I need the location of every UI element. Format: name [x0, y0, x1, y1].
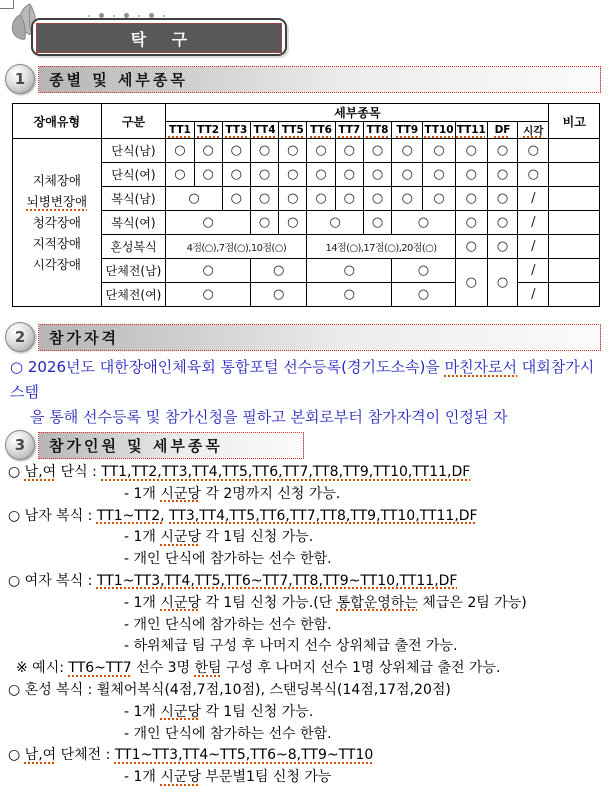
table-cell: ○: [423, 139, 455, 163]
text-line: [8, 405, 604, 430]
table-cell: [549, 259, 600, 283]
text-segment: - 1개: [124, 485, 161, 502]
disability-type: 지체장애: [32, 173, 82, 188]
text-segment: ○ 남자 복식 :: [8, 507, 97, 524]
text-line: [6, 702, 606, 724]
table-header-cell: [487, 122, 517, 139]
section-header-2: [5, 322, 601, 352]
text-line: [6, 636, 606, 658]
text-segment: - 개인 단식에 참가하는 선수 한함.: [124, 725, 332, 742]
table-header-cell: 구분: [101, 104, 166, 139]
text-segment: ○: [8, 464, 25, 480]
table-cell: ○: [166, 163, 194, 187]
spellcheck-underlined-text: 시군당: [160, 485, 201, 502]
table-cell: [549, 139, 600, 163]
table-header-cell: [392, 122, 423, 139]
text-line: [6, 767, 606, 789]
text-line: [6, 506, 606, 528]
text-segment: 부문별1팀 신청 가능: [200, 769, 332, 786]
title-box: [31, 18, 287, 56]
table-cell: [549, 235, 600, 259]
table-cell: /: [518, 235, 549, 259]
spellcheck-underlined-text: 통합운영하는: [336, 594, 418, 611]
text-segment: ※ 예시:: [16, 660, 69, 677]
text-line: [6, 680, 606, 702]
row-label: 혼성복식: [101, 235, 166, 259]
table-cell: ○: [194, 163, 222, 187]
entry-rules-text: [6, 462, 606, 789]
table-cell: ○: [363, 139, 391, 163]
table-cell: [549, 283, 600, 307]
spellcheck-underlined-text: TT6~TT7: [68, 660, 132, 677]
table-cell: ○: [392, 283, 456, 307]
spellcheck-underlined-text: TT1,TT2,TT3,TT4,TT5,TT6,TT7,TT8,TT9,TT10,TT11,DF: [101, 464, 471, 480]
section-number-badge: 2: [5, 322, 35, 352]
table-cell: ○: [363, 163, 391, 187]
table-cell: /: [518, 211, 549, 235]
table-cell: ○: [194, 139, 222, 163]
spellcheck-underlined-text: 시군당: [160, 529, 201, 546]
spellcheck-underlined-text: TT1~TT3,TT4~TT5,TT6~8,TT9~TT10: [114, 747, 374, 764]
table-cell: ○: [392, 259, 456, 283]
table-cell: ○: [518, 139, 549, 163]
table-header-cell: [166, 122, 194, 139]
event-class-label: DF: [494, 124, 511, 136]
table-cell: ○: [279, 187, 307, 211]
table-row: [13, 211, 600, 235]
table-cell: ○: [392, 211, 456, 235]
table-cell: ○: [307, 259, 392, 283]
table-header-cell: [194, 122, 222, 139]
table-cell: ○: [279, 211, 307, 235]
table-cell: ○: [250, 187, 278, 211]
event-class-label: TT9: [396, 124, 419, 136]
spellcheck-underlined-text: 시군당: [160, 703, 201, 720]
spellcheck-underlined-text: 남,여: [24, 747, 57, 764]
text-segment: - 하위체급 팀 구성 후 나머지 선수 상위체급 출전 가능.: [124, 638, 458, 655]
table-cell: 14점(○),17점(○),20점(○): [307, 235, 455, 259]
text-segment: 단식 :: [56, 464, 102, 480]
table-cell: ○: [487, 163, 517, 187]
text-line: [6, 571, 606, 593]
text-line: [6, 724, 606, 746]
table-cell: /: [518, 283, 549, 307]
event-class-label: TT7: [338, 124, 361, 136]
table-cell: ○: [363, 211, 391, 235]
table-header-cell: 장애유형: [13, 104, 102, 139]
spellcheck-underlined-text: 마친자로서: [444, 358, 518, 376]
table-cell: ○: [392, 139, 423, 163]
spellcheck-underlined-text: 시군당: [160, 769, 201, 786]
table-cell: ○: [166, 187, 222, 211]
table-cell: ○: [363, 187, 391, 211]
events-table: [12, 103, 600, 307]
table-header-cell: [363, 122, 391, 139]
text-segment: - 개인 단식에 참가하는 선수 한함.: [124, 616, 332, 633]
table-cell: ○: [307, 187, 335, 211]
table-cell: ○: [279, 163, 307, 187]
spellcheck-underlined-text: TT1~TT2,: [96, 507, 165, 524]
table-cell: ○: [487, 187, 517, 211]
text-segment: 선수 3명: [131, 660, 195, 677]
event-class-label: TT1: [168, 124, 191, 136]
table-cell: ○: [487, 211, 517, 235]
row-label: 복식(남): [101, 187, 166, 211]
text-segment: - 개인 단식에 참가하는 선수 한함.: [124, 551, 332, 568]
table-cell: ○: [166, 259, 251, 283]
page-title: 탁 구: [36, 23, 282, 53]
text-segment: - 1개: [124, 529, 161, 546]
table-cell: ○: [250, 163, 278, 187]
table-cell: ○: [250, 259, 306, 283]
text-line: [6, 593, 606, 615]
text-segment: ○ 여자 복식 :: [8, 572, 97, 589]
text-segment: 체급은 2팀 가능): [417, 594, 527, 611]
event-class-label: TT6: [310, 124, 332, 136]
event-class-label: TT4: [253, 124, 276, 136]
text-segment: - 1개: [124, 769, 161, 786]
disability-type: 뇌병변장애: [26, 194, 88, 209]
table-header-cell: [307, 122, 335, 139]
row-label: 단체전(여): [101, 283, 166, 307]
table-header-cell: [335, 122, 363, 139]
event-class-label: TT3: [225, 124, 248, 136]
table-cell: /: [518, 187, 549, 211]
table-cell: /: [518, 259, 549, 283]
table-cell: ○: [166, 211, 251, 235]
event-class-label: 시각: [523, 124, 544, 137]
table-cell: ○: [455, 235, 487, 259]
table-header-cell: [250, 122, 278, 139]
table-header-cell: 세부종목: [166, 104, 549, 122]
table-cell: ○: [518, 163, 549, 187]
table-header-cell: 비고: [549, 104, 600, 139]
table-row: [13, 139, 600, 163]
disability-type: 시각장애: [32, 257, 82, 272]
text-line: [6, 462, 606, 484]
table-cell: ○: [487, 139, 517, 163]
section-title: 종별 및 세부종목: [38, 66, 601, 93]
table-cell: ○: [307, 211, 363, 235]
table-cell: ○: [222, 139, 250, 163]
table-cell: [549, 163, 600, 187]
table-cell: ○: [455, 187, 487, 211]
table-cell: ○: [487, 259, 517, 307]
table-cell: ○: [335, 187, 363, 211]
table-cell: ○: [423, 163, 455, 187]
table-cell: ○: [392, 187, 423, 211]
table-cell: ○: [166, 139, 194, 163]
table-cell: ○: [250, 283, 306, 307]
text-line: [6, 658, 606, 680]
text-line: [6, 615, 606, 637]
table-cell: ○: [335, 163, 363, 187]
text-segment: 각 2명까지 신청 가능.: [200, 485, 341, 502]
table-cell: ○: [166, 283, 251, 307]
text-line: [8, 355, 604, 405]
disability-type: 청각장애: [32, 215, 82, 230]
table-cell: [549, 187, 600, 211]
event-class-label: TT5: [281, 124, 304, 136]
section-header-1: [5, 64, 601, 94]
text-segment: 각 1팀 신청 가능.: [200, 703, 314, 720]
table-cell: ○: [423, 187, 455, 211]
table-row: [13, 235, 600, 259]
event-class-label: TT11: [456, 124, 486, 136]
table-cell: [549, 211, 600, 235]
table-header-cell: [518, 122, 549, 139]
qualification-text: [8, 355, 604, 430]
row-label: 복식(여): [101, 211, 166, 235]
text-segment: ○ 2026년도 대한장애인체육회 통합포털 선수등록(경기도소속)을: [10, 358, 445, 376]
table-cell: ○: [222, 187, 250, 211]
table-cell: ○: [222, 163, 250, 187]
section-number-badge: 3: [5, 430, 35, 460]
spellcheck-underlined-text: 남,여: [24, 464, 57, 480]
text-segment: 을 통해 선수등록 및 참가신청을 필하고 본회로부터 참가자격이 인정된 자: [30, 408, 508, 426]
text-segment: 단체전 :: [56, 747, 115, 764]
table-header-cell: [423, 122, 455, 139]
spellcheck-underlined-text: TT1~TT3,TT4,TT5,TT6~TT7,TT8,TT9~TT10,TT11,DF: [96, 572, 458, 589]
section-title: 참가인원 및 세부종목: [38, 432, 304, 459]
table-cell: ○: [455, 163, 487, 187]
spellcheck-underlined-text: 시군당: [160, 594, 201, 611]
table-cell: ○: [250, 211, 278, 235]
event-class-label: TT8: [366, 124, 389, 136]
table-cell: 4점(○),7점(○),10점(○): [166, 235, 307, 259]
table-cell: ○: [250, 139, 278, 163]
text-line: [6, 745, 606, 767]
table-cell: ○: [487, 235, 517, 259]
table-cell: ○: [307, 283, 392, 307]
table-row: [13, 163, 600, 187]
table-cell: ○: [455, 259, 487, 307]
text-segment: ○: [8, 747, 25, 764]
table-header-cell: [455, 122, 487, 139]
table-row: [13, 187, 600, 211]
spellcheck-underlined-text: TT3,TT4,TT5,TT6,TT7,TT8,TT9,TT10,TT11,DF: [169, 507, 478, 524]
text-line: [6, 527, 606, 549]
disability-types-cell: [13, 139, 102, 307]
text-line: [6, 549, 606, 571]
text-segment: 구성 후 나머지 선수 1명 상위체급 출전 가능.: [221, 660, 501, 677]
text-segment: 각 1팀 신청 가능.: [200, 529, 314, 546]
row-label: 단체전(남): [101, 259, 166, 283]
row-label: 단식(남): [101, 139, 166, 163]
text-segment: 대회참가시스템: [10, 358, 595, 401]
table-cell: ○: [335, 139, 363, 163]
table-cell: ○: [307, 163, 335, 187]
section-title: 참가자격: [38, 324, 601, 351]
table-header-cell: [279, 122, 307, 139]
section-header-3: [5, 430, 304, 460]
table-cell: ○: [455, 139, 487, 163]
table-cell: ○: [307, 139, 335, 163]
spellcheck-underlined-text: 한팀: [194, 660, 222, 677]
text-segment: 각 1팀 신청 가능.(단: [200, 594, 337, 611]
text-segment: - 1개: [124, 703, 161, 720]
table-row: [13, 259, 600, 283]
text-segment: ○ 혼성 복식 : 휠체어복식(4점,7점,10점), 스탠딩복식(14점,17점,20점): [8, 681, 451, 698]
text-segment: - 1개: [124, 594, 161, 611]
event-class-label: TT10: [424, 124, 454, 136]
row-label: 단식(여): [101, 163, 166, 187]
disability-type: 지적장애: [32, 236, 82, 251]
table-cell: ○: [392, 163, 423, 187]
table-header-cell: [222, 122, 250, 139]
event-class-label: TT2: [197, 124, 220, 136]
table-cell: ○: [455, 211, 487, 235]
section-number-badge: 1: [5, 64, 35, 94]
table-cell: ○: [279, 139, 307, 163]
text-line: [6, 484, 606, 506]
